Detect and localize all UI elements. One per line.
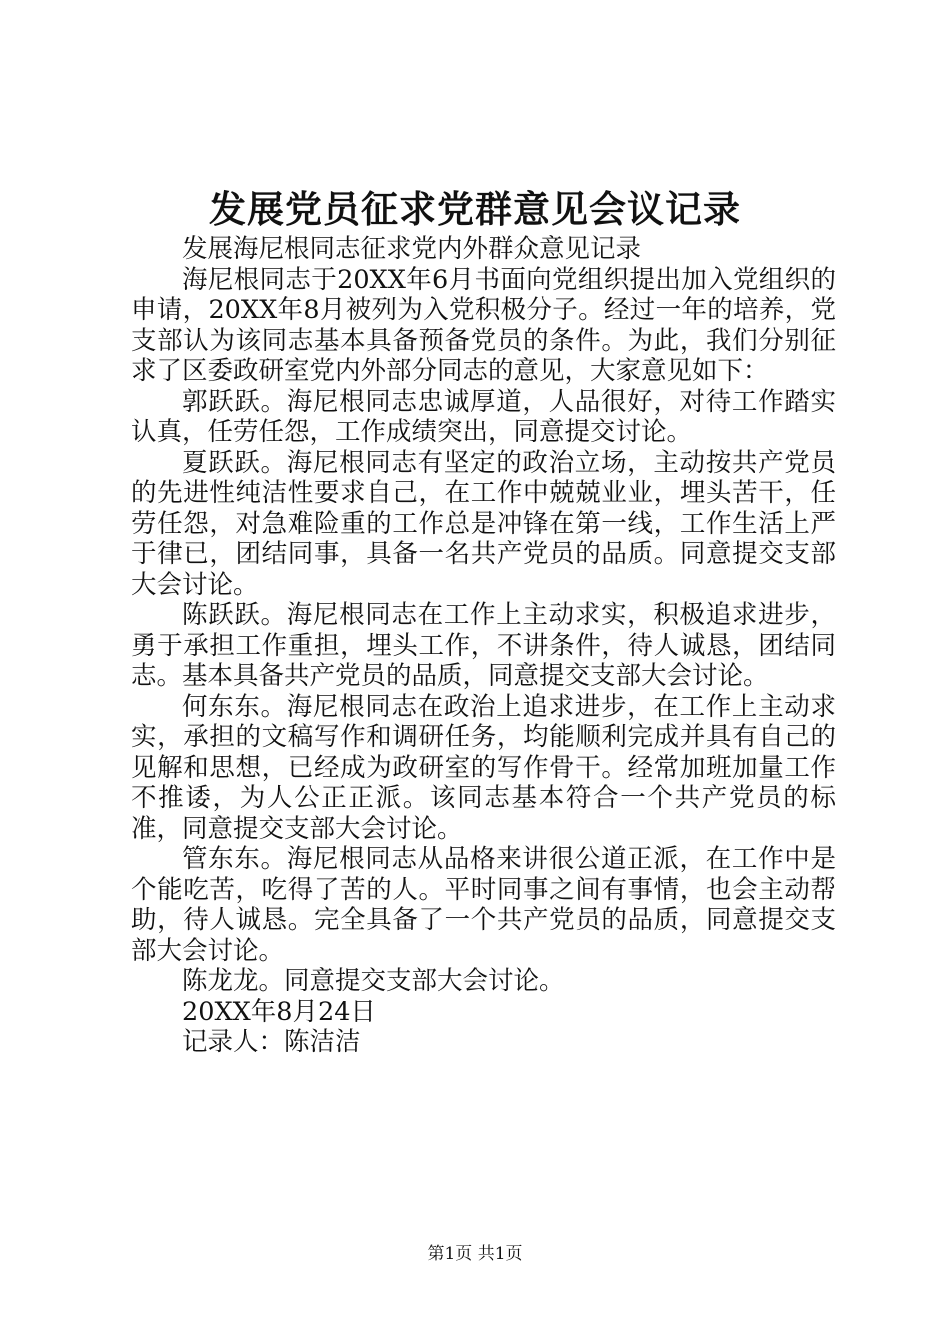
record-subtitle: 发展海尼根同志征求党内外群众意见记录 — [182, 234, 642, 264]
opinion-paragraph: 何东东。海尼根同志在政治上追求进步，在工作上主动求实，承担的文稿写作和调研任务，均能顺利完成并具有自己的见解和思想，已经成为政研室的写作骨干。经常加班加量工作不推诿，为人公正正派。该同志基本符合一个共产党员的标准，同意提交支部大会讨论。 — [131, 691, 836, 844]
opinion-paragraph: 夏跃跃。海尼根同志有坚定的政治立场，主动按共产党员的先进性纯洁性要求自己，在工作中兢兢业业，埋头苦干，任劳任怨，对急难险重的工作总是冲锋在第一线，工作生活上严于律已，团结同事，具备一名共产党员的品质。同意提交支部大会讨论。 — [131, 447, 836, 600]
intro-paragraph: 海尼根同志于20XX年6月书面向党组织提出加入党组织的申请，20XX年8月被列为入党积极分子。经过一年的培养，党支部认为该同志基本具备预备党员的条件。为此，我们分别征求了区委政研室党内外部分同志的意见，大家意见如下： — [131, 264, 836, 386]
record-date: 20XX年8月24日 — [182, 996, 376, 1027]
opinion-paragraph: 管东东。海尼根同志从品格来讲很公道正派，在工作中是个能吃苦，吃得了苦的人。平时同事之间有事情，也会主动帮助，待人诚恳。完全具备了一个共产党员的品质，同意提交支部大会讨论。 — [131, 844, 836, 966]
recorder-line: 记录人：陈洁洁 — [182, 1027, 361, 1057]
document-body — [131, 234, 836, 1058]
opinion-paragraph: 陈跃跃。海尼根同志在工作上主动求实，积极追求进步，勇于承担工作重担，埋头工作，不讲条件，待人诚恳，团结同志。基本具备共产党员的品质，同意提交支部大会讨论。 — [131, 600, 836, 691]
page-footer: 第1页 共1页 — [427, 1244, 523, 1264]
document-title: 发展党员征求党群意见会议记录 — [209, 187, 741, 231]
opinion-paragraph: 陈龙龙。同意提交支部大会讨论。 — [182, 966, 565, 996]
opinion-paragraph: 郭跃跃。海尼根同志忠诚厚道，人品很好，对待工作踏实认真，任劳任怨，工作成绩突出，同意提交讨论。 — [131, 386, 836, 447]
